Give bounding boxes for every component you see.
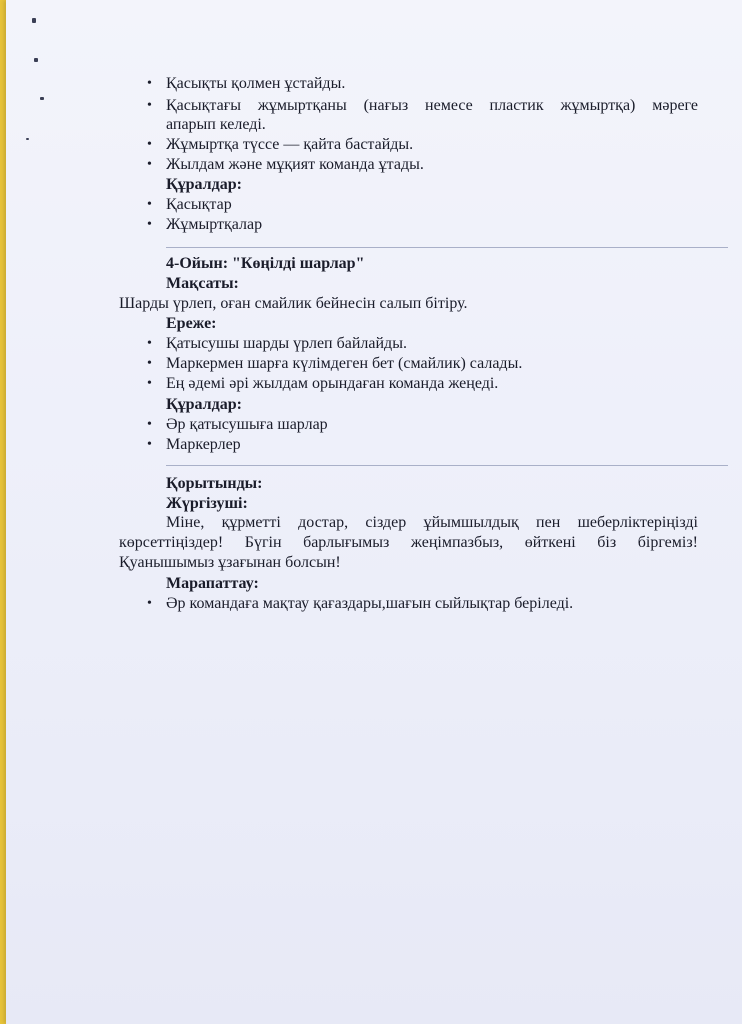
list-item: Жылдам және мұқият команда ұтады.: [166, 156, 424, 173]
bullet: •: [147, 437, 152, 452]
list-item: Маркерлер: [166, 436, 241, 453]
margin-mark: [34, 58, 38, 62]
document-page: [6, 0, 742, 1024]
host-speech-line: көрсеттіңіздер! Бүгін барлығымыз жеңімпазбыз, өйткені біз біргеміз!: [119, 534, 698, 551]
list-item: Әр командаға мақтау қағаздары,шағын сыйлықтар беріледі.: [166, 595, 574, 612]
tools-heading: Құралдар:: [166, 176, 242, 193]
game-title: 4-Ойын: "Көңілді шарлар": [166, 255, 365, 272]
margin-mark: [32, 18, 36, 23]
bullet: •: [147, 157, 152, 172]
goal-text: Шарды үрлеп, оған смайлик бейнесін салып бітіру.: [119, 295, 468, 312]
margin-mark: [26, 138, 29, 140]
award-heading: Марапаттау:: [166, 575, 259, 592]
bullet: •: [147, 376, 152, 391]
list-item: Әр қатысушыға шарлар: [166, 416, 328, 433]
list-item: Ең әдемі әрі жылдам орындаған команда жеңеді.: [166, 375, 499, 392]
bullet: •: [147, 98, 152, 113]
section-divider: [166, 465, 728, 466]
bullet: •: [147, 76, 152, 91]
list-item: Жұмыртқа түссе — қайта бастайды.: [166, 136, 414, 153]
host-heading: Жүргізуші:: [166, 495, 248, 512]
bullet: •: [147, 197, 152, 212]
host-speech-line: Міне, құрметті достар, сіздер ұйымшылдық пен шеберліктеріңізді: [166, 514, 698, 531]
list-item: Қасықты қолмен ұстайды.: [166, 75, 346, 92]
bullet: •: [147, 596, 152, 611]
conclusion-heading: Қорытынды:: [166, 475, 263, 492]
goal-heading: Мақсаты:: [166, 275, 239, 292]
host-speech-line: Қуанышымыз ұзағынан болсын!: [119, 554, 341, 571]
list-item: Қасықтар: [166, 196, 232, 213]
bullet: •: [147, 356, 152, 371]
bullet: •: [147, 217, 152, 232]
list-item: Маркермен шарға күлімдеген бет (смайлик) салады.: [166, 355, 523, 372]
list-item-continuation: апарып келеді.: [166, 116, 266, 133]
margin-mark: [40, 97, 44, 100]
section-divider: [166, 247, 728, 248]
tools-heading: Құралдар:: [166, 396, 242, 413]
rules-heading: Ереже:: [166, 315, 217, 332]
list-item: Қатысушы шарды үрлеп байлайды.: [166, 335, 407, 352]
list-item: Жұмыртқалар: [166, 216, 263, 233]
bullet: •: [147, 137, 152, 152]
bullet: •: [147, 336, 152, 351]
list-item: Қасықтағы жұмыртқаны (нағыз немесе пластик жұмыртқа) мәреге: [166, 97, 698, 114]
bullet: •: [147, 417, 152, 432]
